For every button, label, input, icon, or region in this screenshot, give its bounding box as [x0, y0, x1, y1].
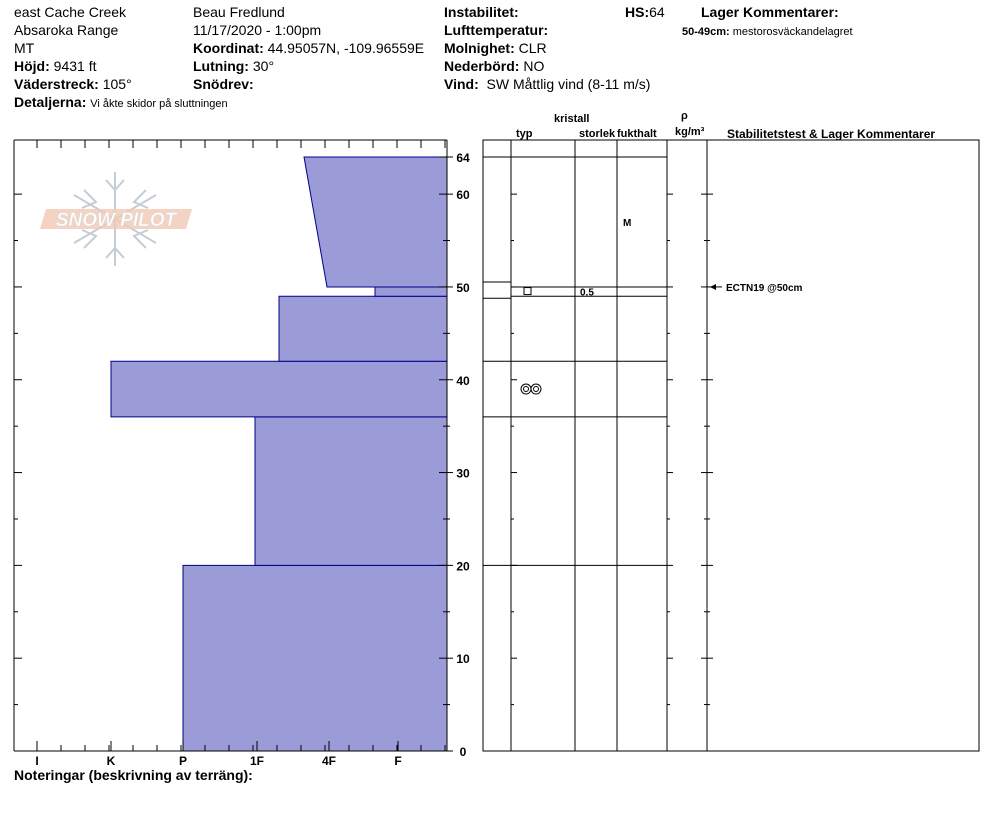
stability-test-arrowhead	[710, 284, 716, 290]
column-header-kristall: kristall	[554, 113, 590, 125]
range: Absaroka Range	[14, 22, 119, 38]
column-header-fukthalt: fukthalt	[617, 128, 657, 140]
depth-label-50: 50	[456, 280, 470, 295]
depth-label-40: 40	[456, 373, 470, 388]
instability-label: Instabilitet:	[444, 4, 519, 20]
sky-label: Molnighet:	[444, 40, 515, 56]
column-header-density-unit: kg/m³	[675, 126, 705, 138]
wind-label: Vind:	[444, 76, 479, 92]
column-header-stability: Stabilitetstest & Lager Kommentarer	[727, 127, 936, 141]
precipitation-value: NO	[523, 58, 545, 74]
location: east Cache Creek	[14, 4, 127, 20]
aspect-value: 105°	[102, 76, 132, 92]
column-header-storlek: storlek	[579, 128, 616, 140]
details-label: Detaljerna:	[14, 94, 87, 110]
hardness-bar-2	[111, 361, 447, 417]
hardness-label-I: I	[35, 754, 39, 768]
air-temperature-label: Lufttemperatur:	[444, 22, 549, 38]
snow-height-value: 64	[649, 4, 665, 20]
hardness-bar-5	[304, 157, 447, 287]
layer-moisture-0: M	[623, 217, 632, 229]
coordinate-label: Koordinat:	[193, 40, 264, 56]
grain-rounded-icon	[534, 387, 539, 392]
elevation-label: Höjd:	[14, 58, 50, 74]
column-header-rho: ρ	[681, 110, 688, 122]
depth-label-0: 0	[459, 745, 467, 759]
datetime: 11/17/2020 - 1:00pm	[193, 22, 322, 38]
precipitation-label: Nederbörd:	[444, 58, 520, 74]
grain-square-icon	[524, 288, 531, 295]
aspect-label: Väderstreck:	[14, 76, 99, 92]
layer-table-frame	[483, 140, 979, 751]
depth-label-64: 64	[456, 151, 470, 165]
coordinate-value: 44.95057N, -109.96559E	[267, 40, 425, 56]
snowpilot-logo	[40, 172, 192, 266]
hardness-bar-3	[279, 296, 447, 361]
hardness-label-K: K	[106, 754, 116, 768]
grain-rounded-icon	[524, 387, 529, 392]
depth-label-30: 30	[456, 466, 470, 481]
grain-size-1: 0.5	[580, 287, 594, 299]
depth-label-20: 20	[456, 559, 470, 574]
grain-rounded-icon	[521, 384, 531, 394]
layer-comment-text: mestorosväckandelagret	[732, 26, 853, 38]
hardness-bar-1	[255, 417, 447, 566]
elevation-value: 9431 ft	[53, 58, 97, 74]
logo-text: SNOW PILOT	[55, 210, 177, 231]
notes-label: Noteringar (beskrivning av terräng):	[14, 767, 253, 783]
hardness-label-F: F	[394, 754, 402, 768]
drift-label: Snödrev:	[193, 76, 254, 92]
depth-label-10: 10	[456, 652, 470, 667]
hardness-label-4F: 4F	[321, 754, 337, 768]
snow-height-label: HS:	[625, 4, 650, 20]
hardness-label-1F: 1F	[249, 754, 265, 768]
grain-rounded-icon	[531, 384, 541, 394]
details-value: Vi åkte skidor på sluttningen	[90, 98, 228, 110]
stability-test-0: ECTN19 @50cm	[726, 282, 803, 294]
hardness-label-P: P	[178, 754, 188, 768]
state: MT	[14, 40, 35, 56]
hardness-bar-4	[375, 287, 447, 296]
observer: Beau Fredlund	[193, 4, 285, 20]
sky-value: CLR	[518, 40, 547, 56]
column-header-typ: typ	[516, 128, 533, 140]
hardness-bar-0	[183, 565, 447, 751]
slope-label: Lutning:	[193, 58, 249, 74]
layer-comments-title: Lager Kommentarer:	[701, 4, 839, 20]
slope-value: 30°	[252, 58, 275, 74]
layer-comment-range: 50-49cm:	[682, 26, 730, 38]
wind-value: SW Måttlig vind (8-11 m/s)	[486, 76, 651, 92]
depth-label-60: 60	[456, 188, 470, 203]
